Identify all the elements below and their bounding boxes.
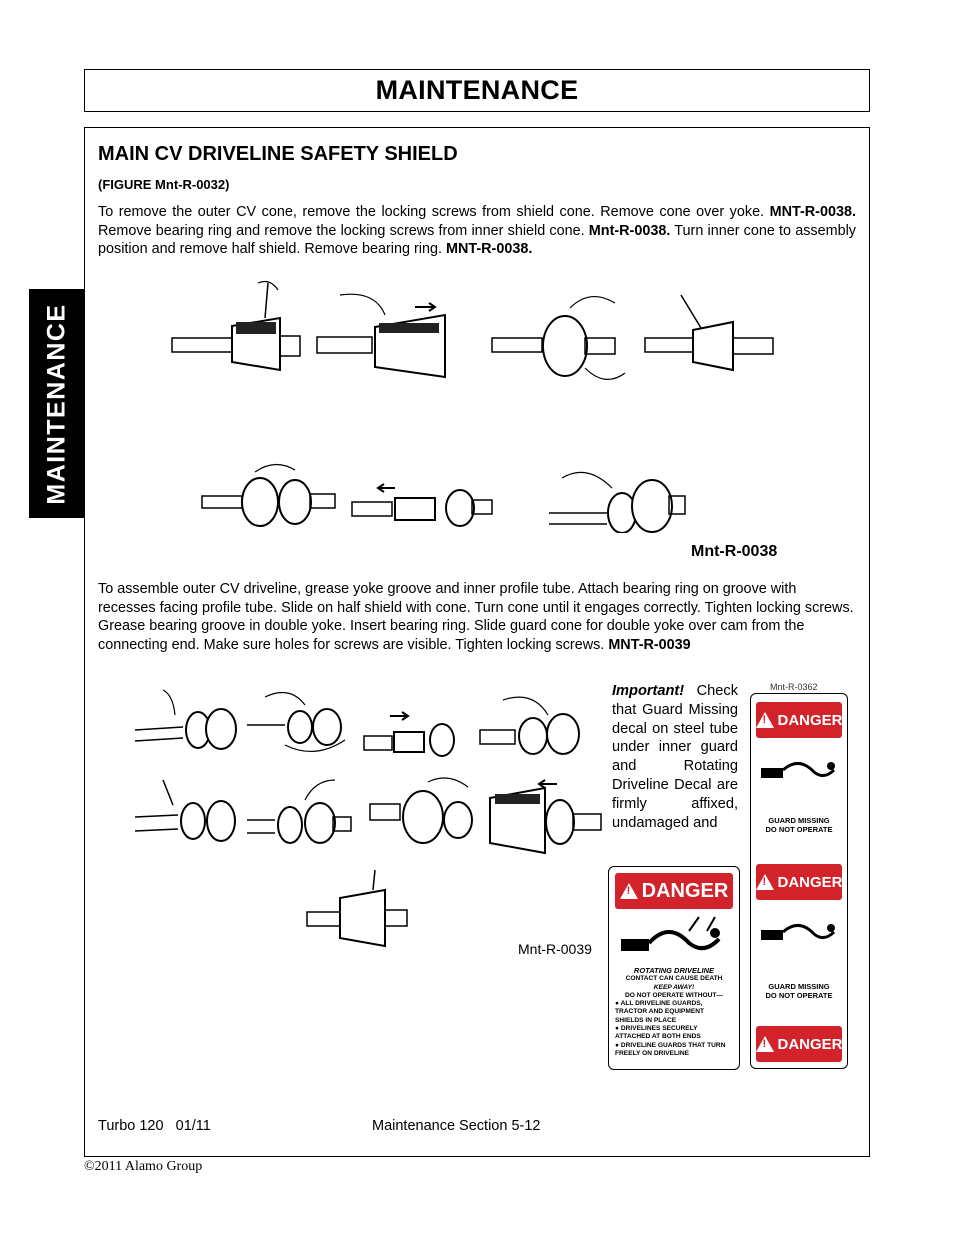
decal-id-label: Mnt-R-0362 (770, 682, 818, 692)
warning-icon (756, 1036, 774, 1052)
footer-model-date: Turbo 120 01/11 (98, 1118, 211, 1134)
page-title: MAINTENANCE (375, 75, 579, 105)
illustration-turn-inner-cone (200, 460, 340, 530)
illustration-assemble-3 (362, 700, 472, 765)
warning-icon (756, 874, 774, 890)
section-title: MAIN CV DRIVELINE SAFETY SHIELD (98, 143, 458, 165)
figure-reference: (FIGURE Mnt-R-0032) (98, 177, 230, 192)
illustration-assemble-4 (478, 690, 588, 760)
bold-ref: MNT-R-0038. (769, 204, 856, 220)
bold-ref: MNT-R-0038. (445, 241, 533, 257)
decal-line: GUARD MISSING (768, 816, 830, 825)
decal-line: DO NOT OPERATE (765, 991, 833, 1000)
illustration-assemble-1 (133, 685, 243, 755)
text-run: To remove the outer CV cone, remove the locking screws from shield cone. Remove cone over yoke. (98, 204, 770, 220)
important-note (612, 682, 738, 832)
illustration-remove-half-shield (350, 460, 495, 530)
guard-missing-text (751, 982, 847, 1000)
decal-line: KEEP AWAY! (653, 983, 695, 991)
entanglement-pictogram-icon (759, 908, 839, 952)
danger-word: DANGER (777, 1035, 843, 1053)
guard-missing-decal (750, 693, 848, 1069)
entanglement-pictogram-icon (619, 913, 729, 963)
figure-caption: Mnt-R-0039 (518, 941, 592, 957)
illustration-assemble-6 (245, 775, 355, 850)
illustration-remove-screws (170, 278, 320, 378)
warning-icon (756, 712, 774, 728)
guard-missing-text (751, 816, 847, 834)
illustration-assemble-9 (305, 868, 415, 948)
important-label: Important! (612, 683, 685, 699)
decal-line: DO NOT OPERATE WITHOUT— (624, 991, 724, 999)
danger-banner (756, 1026, 842, 1062)
illustration-assemble-5 (133, 775, 243, 850)
text-run: Turn inner cone to assembly position and remove half shield. Remove bearing ring. (98, 222, 856, 257)
warning-icon (620, 883, 638, 899)
decal-line: ● ALL DRIVELINE GUARDS, TRACTOR AND EQUIPMENT SHIELDS IN PLACE (615, 1000, 705, 1024)
side-tab-label: MAINTENANCE (42, 302, 70, 505)
assembly-instructions (98, 580, 856, 654)
figure-caption: Mnt-R-0038 (691, 543, 778, 560)
decal-line: ● DRIVELINE GUARDS THAT TURN FREELY ON DRIVELINE (615, 1041, 726, 1057)
illustration-inner-screws (643, 290, 783, 380)
danger-word: DANGER (777, 711, 843, 729)
illustration-remove-bearing-ring (490, 288, 635, 388)
danger-banner (615, 873, 733, 909)
illustration-remove-ring (547, 458, 687, 533)
text-run: To assemble outer CV driveline, grease yoke groove and inner profile tube. Attach bearing ring on groove with recesses facing profile tube. Slide on half shield with cone. Turn cone until it engages correctly. Tighten locking screws. Grease bearing groove in double yoke. Insert bearing ring. Slide guard cone for double yoke over cam from the connecting end. Make sure holes for screws are visible. Tighten locking screws. (98, 581, 854, 653)
removal-instructions (98, 203, 856, 259)
danger-word: DANGER (641, 879, 729, 902)
important-text: Check that Guard Missing decal on steel tube under inner guard and Rotating Driveline Decal are firmly affixed, undamaged and (612, 683, 738, 831)
rotating-driveline-text (615, 967, 733, 1058)
illustration-assemble-8 (485, 778, 605, 858)
footer-section: Maintenance Section 5-12 (372, 1118, 541, 1134)
decal-line: ● DRIVELINES SECURELY ATTACHED AT BOTH ENDS (615, 1025, 701, 1041)
decal-line: ROTATING DRIVELINE (633, 966, 715, 975)
text-run: Remove bearing ring and remove the locking screws from inner shield cone. (98, 222, 589, 239)
illustration-assemble-7 (368, 772, 478, 852)
side-tab (29, 289, 84, 518)
decal-line: DO NOT OPERATE (765, 825, 833, 834)
rotating-driveline-decal (608, 866, 740, 1070)
decal-line: CONTACT CAN CAUSE DEATH (625, 975, 723, 983)
danger-banner (756, 702, 842, 738)
copyright: ©2011 Alamo Group (84, 1159, 203, 1174)
illustration-assemble-2 (245, 685, 355, 760)
entanglement-pictogram-icon (759, 746, 839, 790)
bold-ref: Mnt-R-0038. (588, 222, 671, 239)
bold-ref: MNT-R-0039 (608, 636, 691, 653)
danger-word: DANGER (777, 873, 843, 891)
decal-line: GUARD MISSING (768, 982, 830, 991)
danger-banner (756, 864, 842, 900)
illustration-remove-cone (315, 285, 465, 385)
